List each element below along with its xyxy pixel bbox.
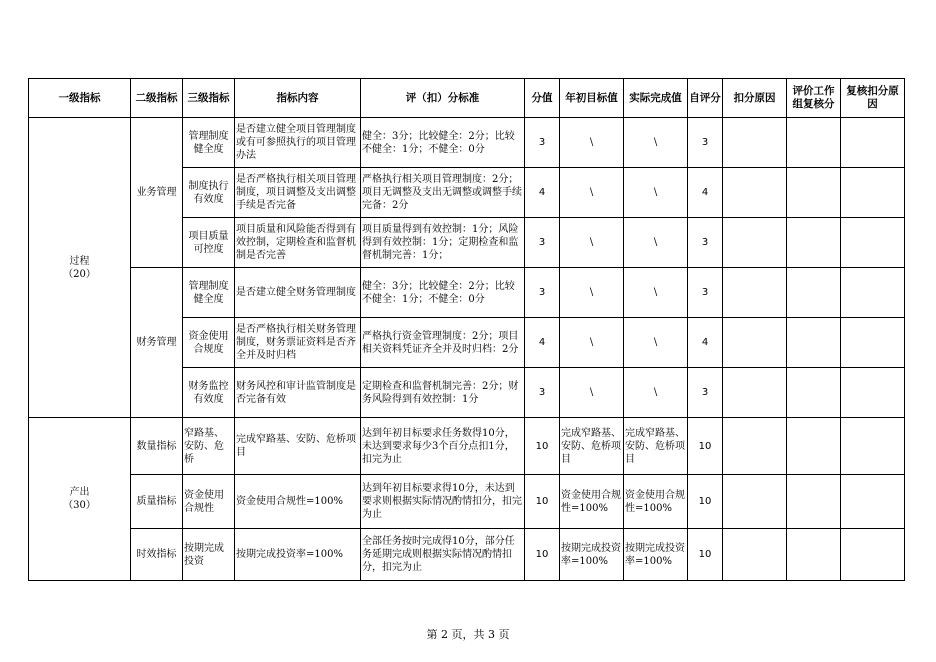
self-score-cell: 3 xyxy=(688,368,723,418)
points-cell: 10 xyxy=(525,418,560,475)
review-reason-cell xyxy=(841,368,905,418)
review-reason-cell xyxy=(841,118,905,168)
deduct-reason-cell xyxy=(723,218,787,268)
standard-cell: 项目质量得到有效控制：1分；风险得到有效控制：1分；定期检查和监督机制完善：1分； xyxy=(361,218,525,268)
header-row xyxy=(29,79,905,118)
actual-cell: \ xyxy=(624,368,688,418)
target-cell: \ xyxy=(560,118,624,168)
review-score-cell xyxy=(787,268,841,318)
review-reason-cell xyxy=(841,268,905,318)
level1-output xyxy=(29,418,131,581)
header-points: 分值 xyxy=(525,79,560,118)
header-level3: 三级指标 xyxy=(183,79,235,118)
standard-cell: 达到年初目标要求任务数得10分，未达到要求每少3个百分点扣1分，扣完为止 xyxy=(361,418,525,475)
content-cell: 按期完成投资率=100% xyxy=(235,529,361,581)
review-score-cell xyxy=(787,168,841,218)
level2-timeliness: 时效指标 xyxy=(131,529,183,581)
deduct-reason-cell xyxy=(723,118,787,168)
actual-cell: \ xyxy=(624,268,688,318)
content-cell: 完成窄路基、安防、危桥项目 xyxy=(235,418,361,475)
level3-cell: 管理制度健全度 xyxy=(183,268,235,318)
content-cell: 是否严格执行相关项目管理制度，项目调整及支出调整手续是否完备 xyxy=(235,168,361,218)
actual-cell: \ xyxy=(624,118,688,168)
content-cell: 是否严格执行相关财务管理制度，财务票证资料是否齐全并及时归档 xyxy=(235,318,361,368)
header-standard: 评（扣）分标准 xyxy=(361,79,525,118)
level2-business: 业务管理 xyxy=(131,118,183,268)
self-score-cell: 10 xyxy=(688,475,723,529)
actual-cell: \ xyxy=(624,168,688,218)
deduct-reason-cell xyxy=(723,475,787,529)
table-row xyxy=(29,529,905,581)
target-cell: \ xyxy=(560,318,624,368)
points-cell: 3 xyxy=(525,368,560,418)
standard-cell: 健全：3分；比较健全：2分；比较不健全：1分；不健全：0分 xyxy=(361,268,525,318)
deduct-reason-cell xyxy=(723,368,787,418)
evaluation-table xyxy=(28,78,905,581)
level3-cell: 资金使用合规性 xyxy=(183,475,235,529)
level2-finance: 财务管理 xyxy=(131,268,183,418)
self-score-cell: 4 xyxy=(688,318,723,368)
header-level1: 一级指标 xyxy=(29,79,131,118)
self-score-cell: 3 xyxy=(688,268,723,318)
points-cell: 4 xyxy=(525,168,560,218)
level2-quality: 质量指标 xyxy=(131,475,183,529)
points-cell: 3 xyxy=(525,218,560,268)
table-row xyxy=(29,475,905,529)
target-cell: \ xyxy=(560,268,624,318)
header-self-score: 自评分 xyxy=(688,79,723,118)
page-footer: 第 2 页，共 3 页 xyxy=(426,628,510,641)
deduct-reason-cell xyxy=(723,268,787,318)
level3-cell: 资金使用合规度 xyxy=(183,318,235,368)
content-cell: 是否建立健全项目管理制度或有可参照执行的项目管理办法 xyxy=(235,118,361,168)
header-content: 指标内容 xyxy=(235,79,361,118)
points-cell: 10 xyxy=(525,475,560,529)
review-score-cell xyxy=(787,529,841,581)
target-cell: \ xyxy=(560,218,624,268)
target-cell: \ xyxy=(560,168,624,218)
review-score-cell xyxy=(787,368,841,418)
level3-cell: 按期完成投资 xyxy=(183,529,235,581)
level3-cell: 制度执行有效度 xyxy=(183,168,235,218)
header-actual: 实际完成值 xyxy=(624,79,688,118)
table-row xyxy=(29,268,905,318)
review-score-cell xyxy=(787,218,841,268)
deduct-reason-cell xyxy=(723,418,787,475)
actual-cell: 资金使用合规性=100% xyxy=(624,475,688,529)
deduct-reason-cell xyxy=(723,318,787,368)
header-review-reason: 复核扣分原因 xyxy=(841,79,905,118)
points-cell: 10 xyxy=(525,529,560,581)
header-deduct-reason: 扣分原因 xyxy=(723,79,787,118)
points-cell: 4 xyxy=(525,318,560,368)
review-reason-cell xyxy=(841,168,905,218)
content-cell: 项目质量和风险能否得到有效控制，定期检查和监督机制是否完善 xyxy=(235,218,361,268)
level1-process xyxy=(29,118,131,418)
points-cell: 3 xyxy=(525,118,560,168)
level3-cell: 财务监控有效度 xyxy=(183,368,235,418)
level2-quantity: 数量指标 xyxy=(131,418,183,475)
review-reason-cell xyxy=(841,318,905,368)
header-target: 年初目标值 xyxy=(560,79,624,118)
standard-cell: 严格执行相关项目管理制度：2分；项目无调整及支出无调整或调整手续完备：2分 xyxy=(361,168,525,218)
standard-cell: 达到年初目标要求得10分，未达到要求则根据实际情况酌情扣分，扣完为止 xyxy=(361,475,525,529)
table-row xyxy=(29,418,905,475)
review-reason-cell xyxy=(841,418,905,475)
target-cell: 资金使用合规性=100% xyxy=(560,475,624,529)
actual-cell: 完成窄路基、安防、危桥项目 xyxy=(624,418,688,475)
points-cell: 3 xyxy=(525,268,560,318)
review-reason-cell xyxy=(841,475,905,529)
actual-cell: 按期完成投资率=100% xyxy=(624,529,688,581)
review-score-cell xyxy=(787,118,841,168)
self-score-cell: 10 xyxy=(688,418,723,475)
standard-cell: 严格执行资金管理制度：2分；项目相关资料凭证齐全并及时归档：2分 xyxy=(361,318,525,368)
self-score-cell: 3 xyxy=(688,118,723,168)
target-cell: 按期完成投资率=100% xyxy=(560,529,624,581)
review-reason-cell xyxy=(841,529,905,581)
level3-cell: 管理制度健全度 xyxy=(183,118,235,168)
level1-score: （20） xyxy=(63,268,96,280)
self-score-cell: 4 xyxy=(688,168,723,218)
header-level2: 二级指标 xyxy=(131,79,183,118)
level1-score: （30） xyxy=(63,500,96,511)
review-reason-cell xyxy=(841,218,905,268)
review-score-cell xyxy=(787,475,841,529)
target-cell: \ xyxy=(560,368,624,418)
content-cell: 是否建立健全财务管理制度 xyxy=(235,268,361,318)
self-score-cell: 10 xyxy=(688,529,723,581)
actual-cell: \ xyxy=(624,218,688,268)
content-cell: 财务风控和审计监管制度是否完备有效 xyxy=(235,368,361,418)
level3-cell: 项目质量可控度 xyxy=(183,218,235,268)
deduct-reason-cell xyxy=(723,168,787,218)
level1-name: 产出 xyxy=(69,487,90,498)
review-score-cell xyxy=(787,318,841,368)
level3-cell: 窄路基、安防、危桥 xyxy=(183,418,235,475)
standard-cell: 定期检查和监督机制完善：2分；财务风险得到有效控制：1分 xyxy=(361,368,525,418)
header-review-score: 评价工作组复核分 xyxy=(787,79,841,118)
deduct-reason-cell xyxy=(723,529,787,581)
actual-cell: \ xyxy=(624,318,688,368)
table-row xyxy=(29,118,905,168)
standard-cell: 健全：3分；比较健全：2分；比较不健全：1分；不健全：0分 xyxy=(361,118,525,168)
standard-cell: 全部任务按时完成得10分，部分任务延期完成则根据实际情况酌情扣分，扣完为止 xyxy=(361,529,525,581)
level1-name: 过程 xyxy=(69,255,90,267)
self-score-cell: 3 xyxy=(688,218,723,268)
content-cell: 资金使用合规性=100% xyxy=(235,475,361,529)
target-cell: 完成窄路基、安防、危桥项目 xyxy=(560,418,624,475)
review-score-cell xyxy=(787,418,841,475)
